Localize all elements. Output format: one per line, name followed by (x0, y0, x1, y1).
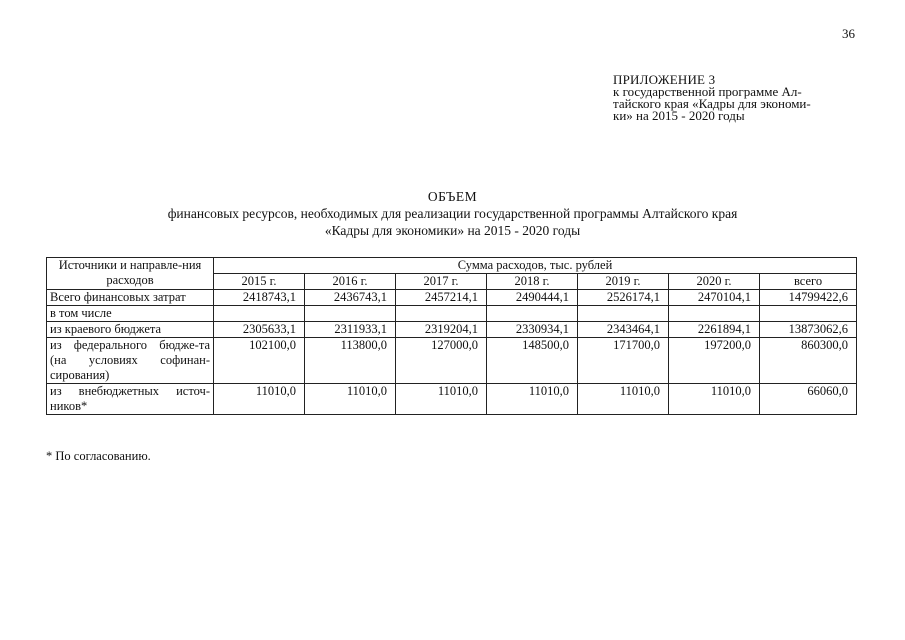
cell-value: 11010,0 (396, 384, 487, 415)
cell-value: 197200,0 (669, 338, 760, 384)
cell-value: 2343464,1 (578, 322, 669, 338)
year-header: 2016 г. (305, 274, 396, 290)
table-row (47, 306, 857, 322)
page-number: 36 (842, 26, 855, 41)
cell-value: 11010,0 (578, 384, 669, 415)
cell-value: 113800,0 (305, 338, 396, 384)
cell-value: 11010,0 (214, 384, 305, 415)
year-header: 2020 г. (669, 274, 760, 290)
heading-line: финансовых ресурсов, необходимых для реализации государственной программы Алтайского края (167, 206, 738, 221)
cell-value: 66060,0 (760, 384, 857, 415)
sum-header: Сумма расходов, тыс. рублей (214, 258, 857, 274)
year-header: 2018 г. (487, 274, 578, 290)
heading-title: ОБЪЕМ (427, 189, 478, 204)
row-label: Всего финансовых затрат (47, 290, 214, 306)
footnote: * По согласованию. (46, 449, 151, 463)
cell-value: 2436743,1 (305, 290, 396, 306)
row-label: из федерального бюдже-та (на условиях софинан-сирования) (47, 338, 214, 384)
cell-value: 2457214,1 (396, 290, 487, 306)
cell-value: 2490444,1 (487, 290, 578, 306)
year-header: 2017 г. (396, 274, 487, 290)
cell-value: 2311933,1 (305, 322, 396, 338)
year-header: 2015 г. (214, 274, 305, 290)
document-heading (0, 188, 905, 239)
table-row (47, 338, 857, 384)
cell-value: 102100,0 (214, 338, 305, 384)
cell-value: 2418743,1 (214, 290, 305, 306)
appendix-line: тайского края «Кадры для экономи- (613, 96, 811, 111)
cell-value: 11010,0 (305, 384, 396, 415)
year-header: 2019 г. (578, 274, 669, 290)
budget-table (46, 257, 857, 415)
cell-value: 2470104,1 (669, 290, 760, 306)
source-header: Источники и направле-ния расходов (47, 258, 214, 290)
cell-value: 148500,0 (487, 338, 578, 384)
appendix-block (613, 74, 863, 122)
heading-line: «Кадры для экономики» на 2015 - 2020 годы (324, 223, 581, 238)
row-label: из краевого бюджета (47, 322, 214, 338)
cell-value: 2526174,1 (578, 290, 669, 306)
cell-value (669, 306, 760, 322)
table-row (47, 384, 857, 415)
cell-value (487, 306, 578, 322)
cell-value (396, 306, 487, 322)
total-header: всего (760, 274, 857, 290)
cell-value: 127000,0 (396, 338, 487, 384)
table-row (47, 290, 857, 306)
table-row (47, 322, 857, 338)
cell-value: 2319204,1 (396, 322, 487, 338)
cell-value: 2305633,1 (214, 322, 305, 338)
cell-value: 11010,0 (487, 384, 578, 415)
row-label: в том числе (47, 306, 214, 322)
cell-value: 2261894,1 (669, 322, 760, 338)
cell-value: 13873062,6 (760, 322, 857, 338)
cell-value (760, 306, 857, 322)
cell-value: 11010,0 (669, 384, 760, 415)
cell-value: 171700,0 (578, 338, 669, 384)
cell-value (578, 306, 669, 322)
appendix-line: к государственной программе Ал- (613, 84, 802, 99)
row-label: из внебюджетных источ-ников* (47, 384, 214, 415)
appendix-line: ки» на 2015 - 2020 годы (613, 108, 745, 123)
appendix-title: ПРИЛОЖЕНИЕ 3 (613, 72, 716, 87)
cell-value (305, 306, 396, 322)
cell-value (214, 306, 305, 322)
cell-value: 14799422,6 (760, 290, 857, 306)
cell-value: 860300,0 (760, 338, 857, 384)
cell-value: 2330934,1 (487, 322, 578, 338)
